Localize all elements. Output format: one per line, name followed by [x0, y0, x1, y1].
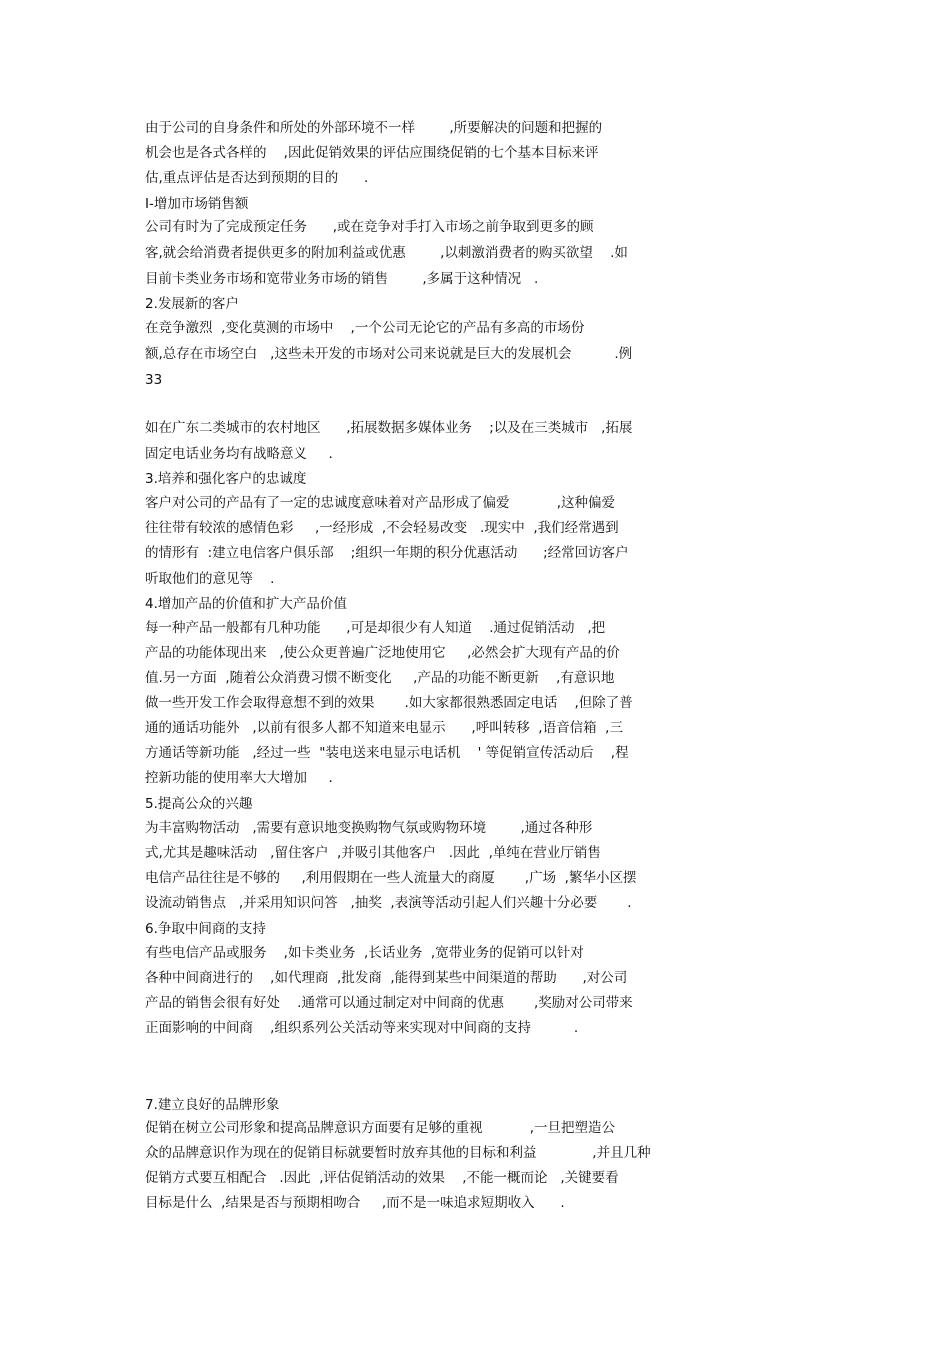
section-4-line-5: 通的通话功能外 ,以前有很多人都不知道来电显示 ,呼叫转移 ,语音信箱 ,三	[145, 720, 623, 736]
section-heading-4: 4.增加产品的价值和扩大产品价值	[145, 596, 347, 612]
section-3-line-3: 的情形有 :建立电信客户俱乐部 ;组织一年期的积分优惠活动 ;经常回访客户	[145, 545, 629, 561]
section-1-line-2: 客,就会给消费者提供更多的附加利益或优惠 ,以刺激消费者的购买欲望 .如	[145, 245, 628, 261]
section-1-line-3: 目前卡类业务市场和宽带业务市场的销售 ,多属于这种情况 .	[145, 271, 539, 287]
section-2-line-4: 固定电话业务均有战略意义 .	[145, 446, 333, 462]
section-5-line-4: 设流动销售点 ,并采用知识问答 ,抽奖 ,表演等活动引起人们兴趣十分必要 .	[145, 895, 632, 911]
section-2-line-1: 在竞争激烈 ,变化莫测的市场中 ,一个公司无论它的产品有多高的市场份	[145, 320, 585, 336]
section-3-line-4: 听取他们的意见等 .	[145, 571, 275, 587]
section-6-line-1: 有些电信产品或服务 ,如卡类业务 ,长话业务 ,宽带业务的促销可以针对	[145, 945, 584, 961]
section-6-line-4: 正面影响的中间商 ,组织系列公关活动等来实现对中间商的支持 .	[145, 1020, 579, 1036]
section-4-line-3: 值.另一方面 ,随着公众消费习惯不断变化 ,产品的功能不断更新 ,有意识地	[145, 670, 615, 686]
section-4-line-7: 控新功能的使用率大大增加 .	[145, 770, 333, 786]
section-4-line-2: 产品的功能体现出来 ,使公众更普遍广泛地使用它 ,必然会扩大现有产品的价	[145, 645, 620, 661]
intro-line-3: 估,重点评估是否达到预期的目的 .	[145, 170, 369, 186]
intro-line-1: 由于公司的自身条件和所处的外部环境不一样 ,所要解决的问题和把握的	[145, 120, 603, 136]
section-6-line-3: 产品的销售会很有好处 .通常可以通过制定对中间商的优惠 ,奖励对公司带来	[145, 995, 633, 1011]
section-5-line-2: 式,尤其是趣味活动 ,留住客户 ,并吸引其他客户 .因此 ,单纯在营业厅销售	[145, 845, 601, 861]
section-heading-7: 7.建立良好的品牌形象	[145, 1097, 280, 1113]
section-5-line-3: 电信产品往往是不够的 ,利用假期在一些人流量大的商厦 ,广场 ,繁华小区摆	[145, 870, 637, 886]
section-5-line-1: 为丰富购物活动 ,需要有意识地变换购物气氛或购物环境 ,通过各种形	[145, 820, 593, 836]
section-7-line-3: 促销方式要互相配合 .因此 ,评估促销活动的效果 ,不能一概而论 ,关键要看	[145, 1170, 619, 1186]
section-4-line-1: 每一种产品一般都有几种功能 ,可是却很少有人知道 .通过促销活动 ,把	[145, 620, 606, 636]
section-7-line-4: 目标是什么 ,结果是否与预期相吻合 ,而不是一味追求短期收入 .	[145, 1195, 565, 1211]
section-3-line-1: 客户对公司的产品有了一定的忠诚度意味着对产品形成了偏爱 ,这种偏爱	[145, 495, 615, 511]
section-4-line-6: 方通话等新功能 ,经过一些 "装电送来电显示电话机 ' 等促销宣传活动后 ,程	[145, 745, 629, 761]
section-4-line-4: 做一些开发工作会取得意想不到的效果 .如大家都很熟悉固定电话 ,但除了普	[145, 695, 633, 711]
section-heading-1: I-增加市场销售额	[145, 196, 249, 212]
section-3-line-2: 往往带有较浓的感情色彩 ,一经形成 ,不会轻易改变 .现实中 ,我们经常遇到	[145, 520, 619, 536]
section-7-line-2: 众的品牌意识作为现在的促销目标就要暂时放弃其他的目标和利益 ,并且几种	[145, 1145, 651, 1161]
section-heading-2: 2.发展新的客户	[145, 296, 239, 312]
section-2-line-3: 如在广东二类城市的农村地区 ,拓展数据多媒体业务 ;以及在三类城市 ,拓展	[145, 420, 633, 436]
section-6-line-2: 各种中间商进行的 ,如代理商 ,批发商 ,能得到某些中间渠道的帮助 ,对公司	[145, 970, 628, 986]
section-heading-3: 3.培养和强化客户的忠诚度	[145, 471, 307, 487]
section-7-line-1: 促销在树立公司形象和提高品牌意识方面要有足够的重视 ,一旦把塑造公	[145, 1120, 615, 1136]
section-1-line-1: 公司有时为了完成预定任务 ,或在竞争对手打入市场之前争取到更多的顾	[145, 219, 594, 235]
section-heading-5: 5.提高公众的兴趣	[145, 796, 253, 812]
page-number: 33	[145, 372, 163, 388]
intro-line-2: 机会也是各式各样的 ,因此促销效果的评估应围绕促销的七个基本目标来评	[145, 145, 599, 161]
section-heading-6: 6.争取中间商的支持	[145, 921, 266, 937]
section-2-line-2: 额,总存在市场空白 ,这些未开发的市场对公司来说就是巨大的发展机会 .例	[145, 346, 633, 362]
